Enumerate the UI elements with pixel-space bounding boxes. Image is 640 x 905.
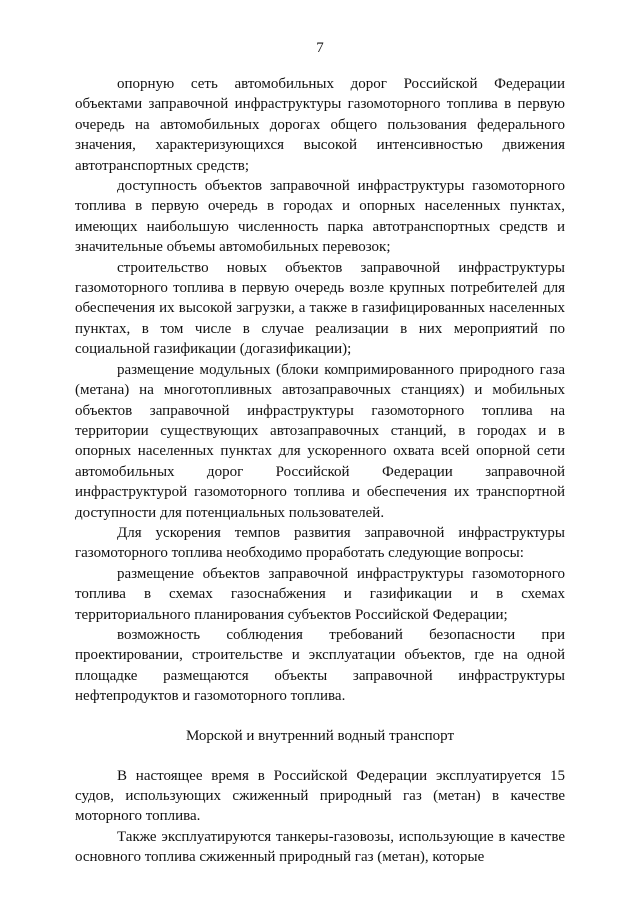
body-paragraph: Для ускорения темпов развития заправочной инфраструктуры газомоторного топлива необходимо проработать следующие вопросы: bbox=[75, 524, 565, 562]
body-paragraph: опорную сеть автомобильных дорог Российской Федерации объектами заправочной инфраструктуры газомоторного топлива в первую очередь на автомобильных дорогах общего пользования федерального значения, характеризующихся высокой интенсивностью движения автотранспортных средств; bbox=[75, 76, 565, 174]
body-paragraph: возможность соблюдения требований безопасности при проектировании, строительстве и эксплуатации объектов, где на одной площадке размещаются объекты заправочной инфраструктуры нефтепродуктов и газомоторного топлива. bbox=[75, 626, 565, 705]
body-paragraph: доступность объектов заправочной инфраструктуры газомоторного топлива в первую очередь в городах и опорных населенных пунктах, имеющих наибольшую численность парка автотранспортных средств и значительные объемы автомобильных перевозок; bbox=[75, 178, 565, 256]
body-paragraph: размещение объектов заправочной инфраструктуры газомоторного топлива в схемах газоснабжения и газификации и в схемах территориального планирования субъектов Российской Федерации; bbox=[75, 565, 565, 623]
body-paragraph: строительство новых объектов заправочной инфраструктуры газомоторного топлива в первую очередь возле крупных потребителей для обеспечения их высокой загрузки, а также в газифицированных населенных пунктах, в том числе в случае реализации в них мероприятий по социальной газификации (догазификации); bbox=[75, 259, 565, 358]
page-number: 7 bbox=[316, 40, 324, 56]
body-paragraph: размещение модульных (блоки компримированного природного газа (метана) на многотопливных автозаправочных станциях) и мобильных объектов заправочной инфраструктуры газомоторного топлива на территории существующих автозаправочных станций, в городах и в опорных населенных пунктах для ускоренного охвата всей опорной сети автомобильных дорог Российской Федерации заправочной инфраструктурой газомоторного топлива и обеспечения их транспортной доступности для потенциальных пользователей. bbox=[75, 361, 565, 521]
section-heading: Морской и внутренний водный транспорт bbox=[185, 727, 455, 744]
body-paragraph: Также эксплуатируются танкеры-газовозы, использующие в качестве основного топлива сжиженный природный газ (метан), которые bbox=[75, 828, 565, 866]
page-body bbox=[75, 74, 565, 868]
body-paragraph: В настоящее время в Российской Федерации эксплуатируется 15 судов, использующих сжиженный природный газ (метан) в качестве моторного топлива. bbox=[75, 767, 565, 825]
